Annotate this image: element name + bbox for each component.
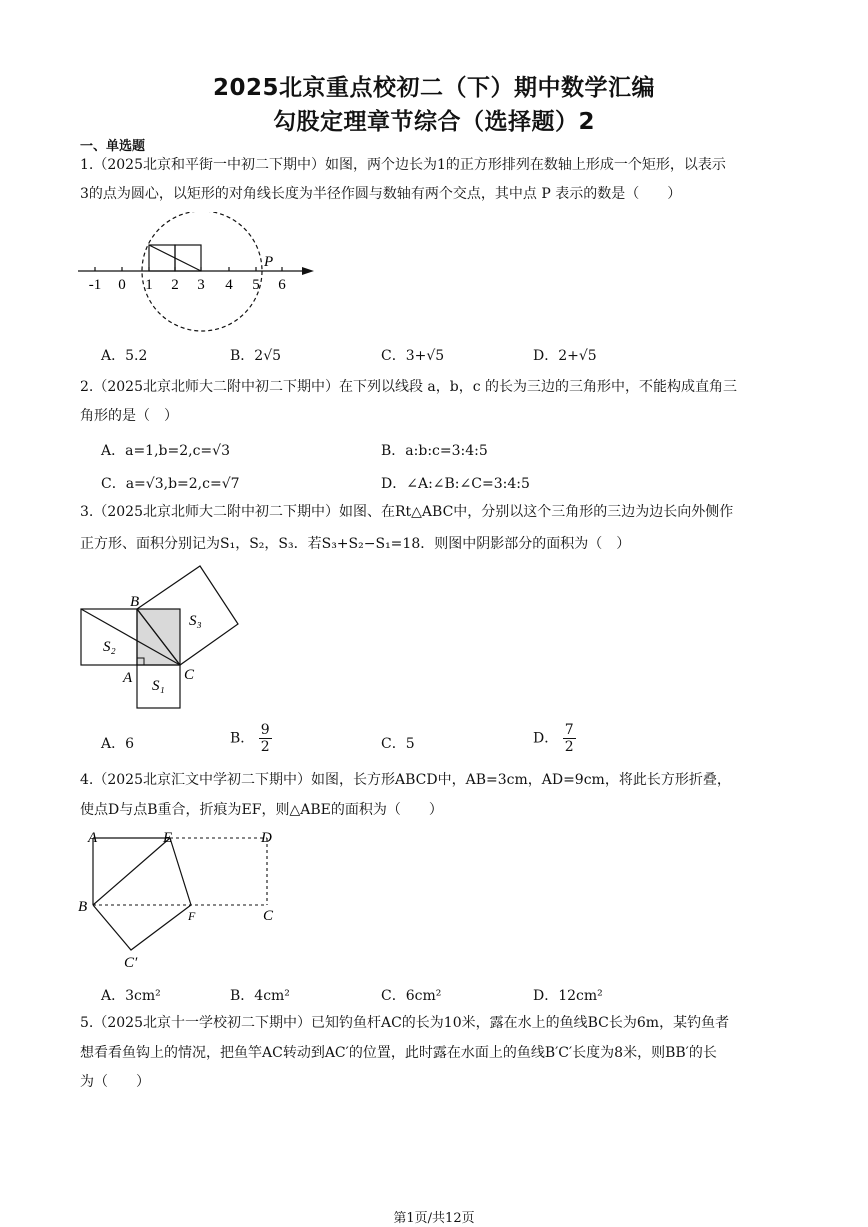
- q3-option-b-letter: B．: [230, 730, 255, 747]
- label-s1: S₁: [152, 678, 165, 694]
- fraction-denominator: 2: [260, 739, 270, 755]
- question-1-line1: 1.（2025北京和平街一中初二下期中）如图，两个边长为1的正方形排列在数轴上形成一个矩形，以表示: [80, 157, 726, 173]
- q3-option-b-fraction: [259, 722, 272, 755]
- label-a: A: [88, 830, 98, 846]
- label-b: B: [78, 899, 88, 915]
- label-a: A: [123, 670, 133, 686]
- question-3-figure: [74, 562, 246, 714]
- q4-option-d[interactable]: D．12cm²: [533, 988, 603, 1004]
- question-3-line1: 3.（2025北京北师大二附中初二下期中）如图、在Rt△ABC中，分别以这个三角形的三边为边长向外侧作: [80, 504, 734, 520]
- label-s3: S₃: [189, 613, 202, 629]
- q2-option-b[interactable]: B．a:b:c=3:4:5: [381, 443, 488, 459]
- question-3-line2: 正方形、面积分别记为S₁，S₂，S₃．若S₃+S₂−S₁=18．则图中阴影部分的面积为（ ）: [80, 536, 631, 552]
- axis-arrow-icon: [302, 267, 314, 275]
- question-5-line3: 为（ ）: [80, 1074, 150, 1090]
- fraction-numerator: 7: [564, 722, 574, 738]
- q3-option-d-fraction: [563, 722, 576, 755]
- question-1-figure: [74, 212, 324, 334]
- tick-label: 5: [252, 277, 260, 293]
- tick-label: 1: [145, 277, 153, 293]
- page-number: 第1页/共12页: [393, 1211, 475, 1226]
- q3-option-d[interactable]: [533, 722, 576, 755]
- tick-label: -1: [88, 277, 102, 293]
- tick-label: 2: [171, 277, 179, 293]
- q4-option-b[interactable]: B．4cm²: [230, 988, 290, 1004]
- q1-option-b[interactable]: B．2√5: [230, 348, 282, 364]
- tick-label: 6: [278, 277, 286, 293]
- q2-option-a[interactable]: A．a=1,b=2,c=√3: [101, 443, 230, 459]
- question-5-line2: 想看看鱼钩上的情况，把鱼竿AC转动到AC′的位置，此时露在水面上的鱼线B′C′长度为8米，则BB′的长: [80, 1045, 717, 1061]
- section-heading: 一、单选题: [80, 139, 146, 154]
- label-c: C: [184, 667, 195, 683]
- label-b: B: [130, 594, 140, 610]
- question-2-line2: 角形的是（ ）: [80, 408, 178, 424]
- q2-option-c[interactable]: C．a=√3,b=2,c=√7: [101, 476, 240, 492]
- question-4-line1: 4.（2025北京汇文中学初二下期中）如图，长方形ABCD中，AB=3cm，AD=9cm，将此长方形折叠，: [80, 772, 731, 788]
- square-2: [175, 245, 201, 271]
- tick-label: 4: [225, 277, 233, 293]
- question-1-line2: 3的点为圆心，以矩形的对角线长度为半径作圆与数轴有两个交点，其中点 P 表示的数是（ ）: [80, 186, 682, 202]
- q4-option-c[interactable]: C．6cm²: [381, 988, 442, 1004]
- label-s2: S₂: [103, 639, 116, 655]
- q1-option-c[interactable]: C．3+√5: [381, 348, 445, 364]
- q2-option-d[interactable]: D．∠A:∠B:∠C=3:4:5: [381, 476, 530, 492]
- q3-option-b[interactable]: [230, 722, 272, 755]
- q1-option-a[interactable]: A．5.2: [101, 348, 148, 364]
- label-d: D: [261, 830, 272, 846]
- q3-option-a[interactable]: A．6: [101, 736, 135, 752]
- label-c: C: [263, 908, 274, 924]
- question-2-line1: 2.（2025北京北师大二附中初二下期中）在下列以线段 a，b，c 的长为三边的三角形中，不能构成直角三: [80, 379, 738, 395]
- square-s2: [81, 609, 137, 665]
- question-4-line2: 使点D与点B重合，折痕为EF，则△ABE的面积为（ ）: [80, 802, 443, 818]
- q3-option-d-letter: D．: [533, 730, 559, 747]
- q4-option-a[interactable]: A．3cm²: [101, 988, 161, 1004]
- question-4-figure: [74, 826, 284, 974]
- q3-option-c[interactable]: C．5: [381, 736, 415, 752]
- document-title-line2: 勾股定理章节综合（选择题）2: [272, 109, 595, 135]
- square-1: [149, 245, 175, 271]
- point-p-label: P: [264, 254, 274, 270]
- label-f: F: [188, 909, 196, 923]
- fraction-numerator: 9: [260, 722, 270, 738]
- label-c-prime: C′: [124, 955, 138, 971]
- q1-option-d[interactable]: D．2+√5: [533, 348, 597, 364]
- question-5-line1: 5.（2025北京十一学校初二下期中）已知钓鱼杆AC的长为10米，露在水上的鱼线BC长为6m，某钓鱼者: [80, 1015, 730, 1031]
- fraction-denominator: 2: [564, 739, 574, 755]
- label-e: E: [163, 830, 173, 846]
- tick-label: 0: [118, 277, 126, 293]
- document-title-line1: 2025北京重点校初二（下）期中数学汇编: [212, 75, 655, 101]
- tick-label: 3: [197, 277, 205, 293]
